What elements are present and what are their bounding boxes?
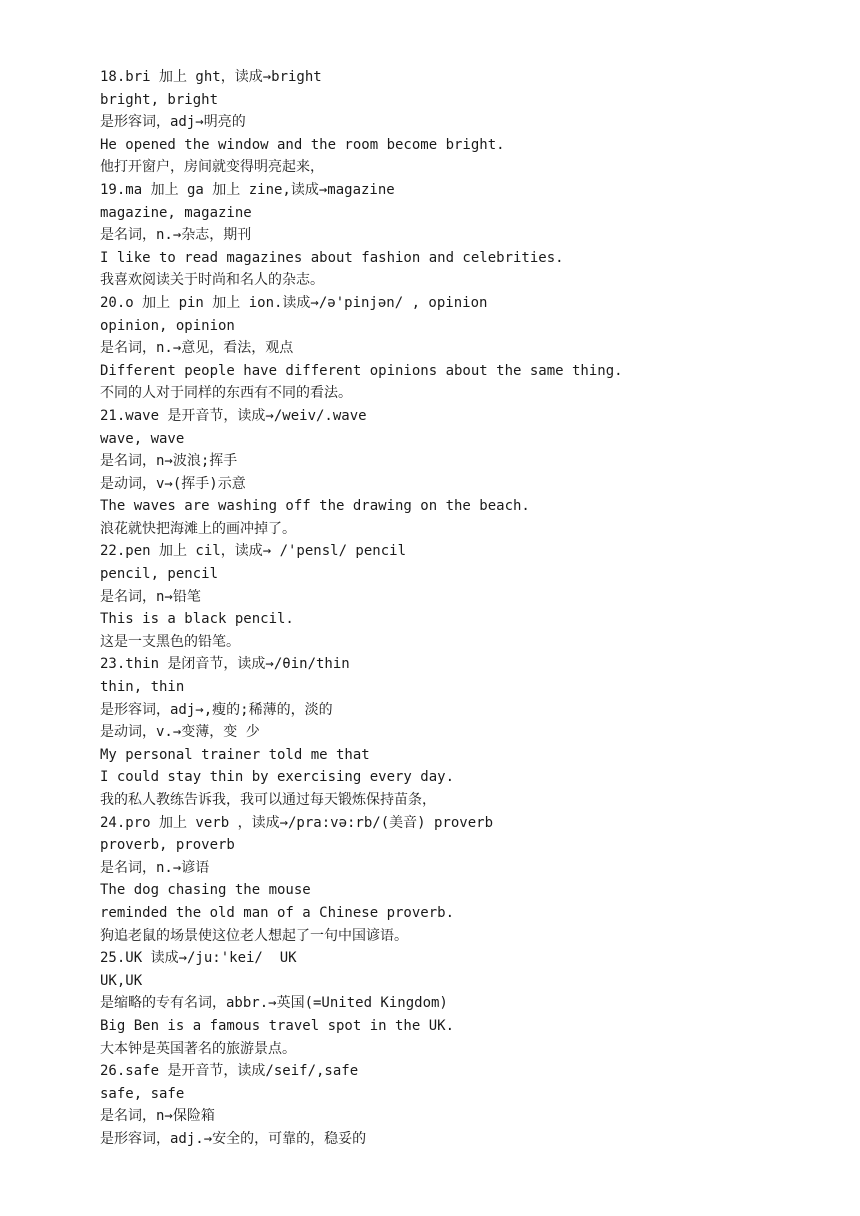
text-line: 是名词，n→波浪;挥手 [100, 453, 238, 470]
text-line: opinion, opinion [100, 317, 235, 334]
text-line: 是动词，v→(挥手)示意 [100, 475, 246, 492]
text-line: 是名词，n→铅笔 [100, 588, 201, 605]
text-line: wave, wave [100, 430, 185, 447]
text-line: 他打开窗户，房间就变得明亮起来， [100, 159, 324, 176]
text-line: Big Ben is a famous travel spot in the UK. [100, 1017, 455, 1034]
text-line: 是形容词，adj→,瘦的;稀薄的，淡的 [100, 701, 333, 718]
text-line: Different people have different opinions about the same thing. [100, 362, 623, 379]
text-line: 是动词，v.→变薄，变 少 [100, 724, 260, 741]
text-line: 26.safe 是开音节，读成/seif/,safe [100, 1063, 359, 1080]
document-page [100, 66, 820, 1151]
text-line: 22.pen 加上 cil，读成→ /'pensl/ pencil [100, 543, 407, 560]
text-line: The dog chasing the mouse [100, 882, 311, 899]
text-line: I could stay thin by exercising every day. [100, 769, 455, 786]
text-line: I like to read magazines about fashion and celebrities. [100, 249, 564, 266]
text-line: proverb, proverb [100, 837, 235, 854]
text-line: 21.wave 是开音节，读成→/weiv/.wave [100, 407, 367, 424]
text-line: 大本钟是英国著名的旅游景点。 [100, 1040, 296, 1057]
text-line: reminded the old man of a Chinese proverb. [100, 904, 455, 921]
text-line: 是名词，n.→谚语 [100, 859, 210, 876]
text-line: 25.UK 读成→/ju:'kei/ UK [100, 950, 297, 967]
text-line: 是名词，n.→杂志，期刊 [100, 227, 252, 244]
text-line: 是名词，n.→意见，看法，观点 [100, 340, 294, 357]
text-line: 20.o 加上 pin 加上 ion.读成→/ə'pinjən/ , opinion [100, 294, 488, 311]
text-line: 是名词，n→保险箱 [100, 1108, 215, 1125]
text-line: 我喜欢阅读关于时尚和名人的杂志。 [100, 272, 324, 289]
text-line: magazine, magazine [100, 204, 252, 221]
text-line: 是形容词，adj→明亮的 [100, 114, 246, 131]
text-line: UK,UK [100, 972, 143, 989]
text-line: 是形容词，adj.→安全的，可靠的，稳妥的 [100, 1130, 367, 1147]
text-line: 19.ma 加上 ga 加上 zine,读成→magazine [100, 181, 395, 198]
text-line: 是缩略的专有名词，abbr.→英国(=United Kingdom) [100, 995, 448, 1012]
text-line: He opened the window and the room become bright. [100, 136, 505, 153]
text-line: My personal trainer told me that [100, 746, 370, 763]
text-line: pencil, pencil [100, 566, 219, 583]
text-line: 我的私人教练告诉我，我可以通过每天锻炼保持苗条， [100, 792, 436, 808]
text-line: 18.bri 加上 ght，读成→bright [100, 69, 322, 85]
text-line: thin, thin [100, 679, 185, 696]
text-line: 浪花就快把海滩上的画冲掉了。 [100, 520, 296, 537]
text-line: 24.pro 加上 verb ，读成→/pra:və:rb/(美音) proverb [100, 814, 494, 831]
text-line: 23.thin 是闭音节，读成→/θin/thin [100, 656, 350, 673]
text-line: 不同的人对于同样的东西有不同的看法。 [100, 385, 352, 402]
text-line: bright, bright [100, 91, 219, 108]
text-line: The waves are washing off the drawing on the beach. [100, 498, 530, 515]
text-line: 这是一支黑色的铅笔。 [100, 633, 240, 650]
text-line: safe, safe [100, 1085, 185, 1102]
text-line: This is a black pencil. [100, 611, 294, 628]
text-line: 狗追老鼠的场景使这位老人想起了一句中国谚语。 [100, 927, 408, 944]
